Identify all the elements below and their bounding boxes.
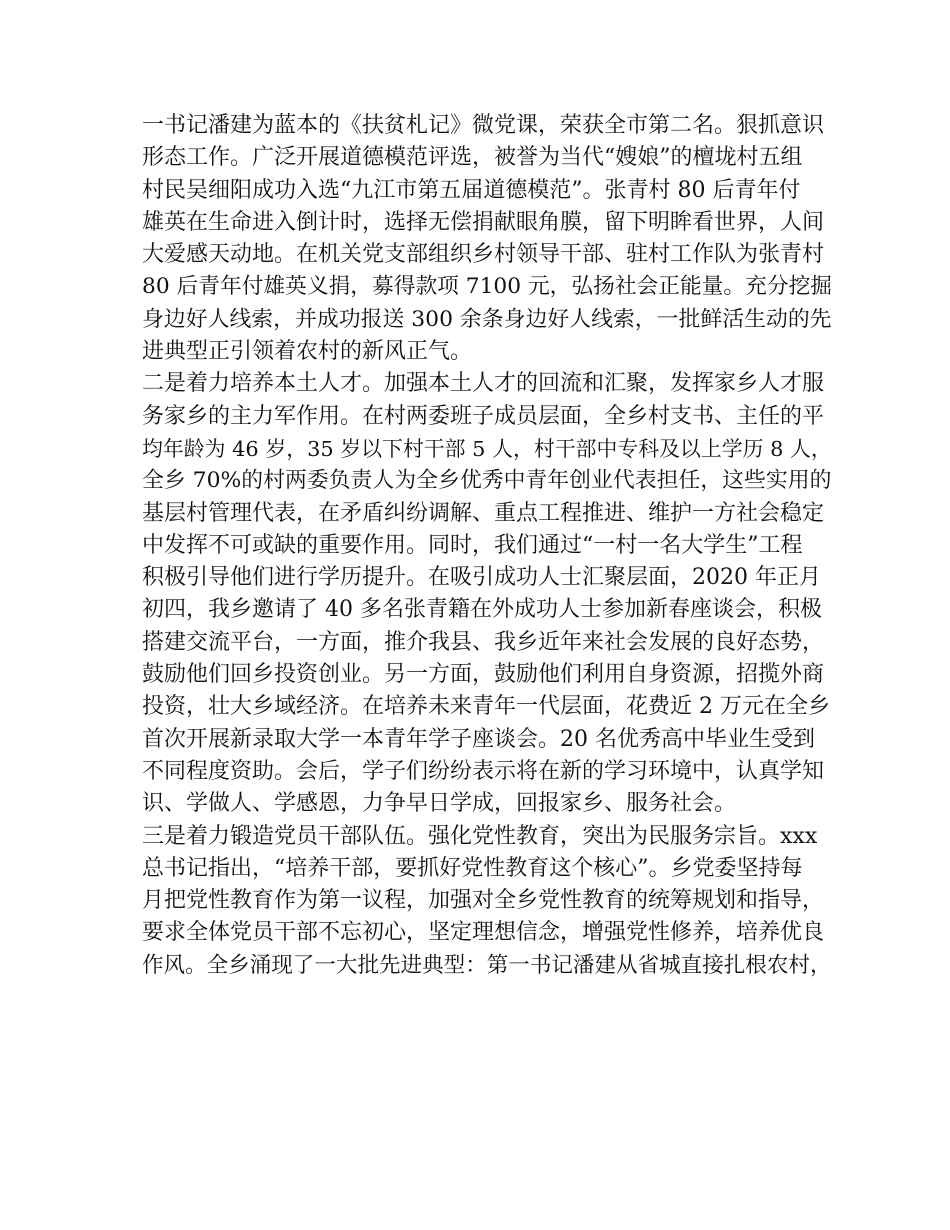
text-line: 要求全体党员干部不忘初心，坚定理想信念，增强党性修养，培养优良 (142, 920, 825, 946)
text-line: 不同程度资助。会后，学子们纷纷表示将在新的学习环境中，认真学知 (142, 758, 825, 784)
text-line: 总书记指出，“培养干部，要抓好党性教育这个核心”。乡党委坚持每 (142, 855, 803, 881)
text-line: 80 后青年付雄英义捐，募得款项 7100 元，弘扬社会正能量。充分挖掘 (142, 274, 833, 300)
text-line: 形态工作。广泛开展道德模范评选，被誉为当代“嫂娘”的檀垅村五组 (142, 145, 803, 171)
text-line: 搭建交流平台，一方面，推介我县、我乡近年来社会发展的良好态势， (142, 629, 825, 655)
text-line: 全乡 70%的村两委负责人为全乡优秀中青年创业代表担任，这些实用的 (142, 468, 832, 494)
text-line: 均年龄为 46 岁，35 岁以下村干部 5 人，村干部中专科及以上学历 8 人， (142, 436, 832, 461)
text-line: 三是着力锻造党员干部队伍。强化党性教育，突出为民服务宗旨。xxx (142, 823, 818, 849)
text-line: 初四，我乡邀请了 40 多名张青籍在外成功人士参加新春座谈会，积极 (142, 597, 822, 623)
text-line: 投资，壮大乡域经济。在培养未来青年一代层面，花费近 2 万元在全乡 (142, 694, 830, 720)
body-text (142, 110, 832, 982)
text-line: 雄英在生命进入倒计时，选择无偿捐献眼角膜，留下明眸看世界，人间 (142, 209, 825, 235)
text-line: 大爱感天动地。在机关党支部组织乡村领导干部、驻村工作队为张青村 (142, 242, 825, 268)
text-line: 务家乡的主力军作用。在村两委班子成员层面，全乡村支书、主任的平 (142, 403, 825, 429)
text-line: 作风。全乡涌现了一大批先进典型：第一书记潘建从省城直接扎根农村， (142, 952, 832, 978)
text-line: 积极引导他们进行学历提升。在吸引成功人士汇聚层面，2020 年正月 (142, 565, 821, 591)
text-line: 进典型正引领着农村的新风正气。 (142, 339, 473, 365)
text-line: 首次开展新录取大学一本青年学子座谈会。20 名优秀高中毕业生受到 (142, 726, 815, 752)
text-line: 中发挥不可或缺的重要作用。同时，我们通过“一村一名大学生”工程 (142, 532, 803, 558)
text-line: 村民吴细阳成功入选“九江市第五届道德模范”。张青村 80 后青年付 (142, 177, 801, 203)
text-line: 鼓励他们回乡投资创业。另一方面，鼓励他们利用自身资源，招揽外商 (142, 662, 825, 688)
text-line: 一书记潘建为蓝本的《扶贫札记》微党课，荣获全市第二名。狠抓意识 (142, 113, 825, 138)
text-line: 月把党性教育作为第一议程，加强对全乡党性教育的统筹规划和指导， (142, 888, 825, 914)
text-line: 基层村管理代表，在矛盾纠纷调解、重点工程推进、维护一方社会稳定 (142, 500, 825, 526)
text-line: 身边好人线索，并成功报送 300 余条身边好人线索，一批鲜活生动的先 (142, 306, 832, 332)
text-line: 二是着力培养本土人才。加强本土人才的回流和汇聚，发挥家乡人才服 (142, 371, 825, 397)
text-line: 识、学做人、学感恩，力争早日学成，回报家乡、服务社会。 (142, 791, 737, 817)
